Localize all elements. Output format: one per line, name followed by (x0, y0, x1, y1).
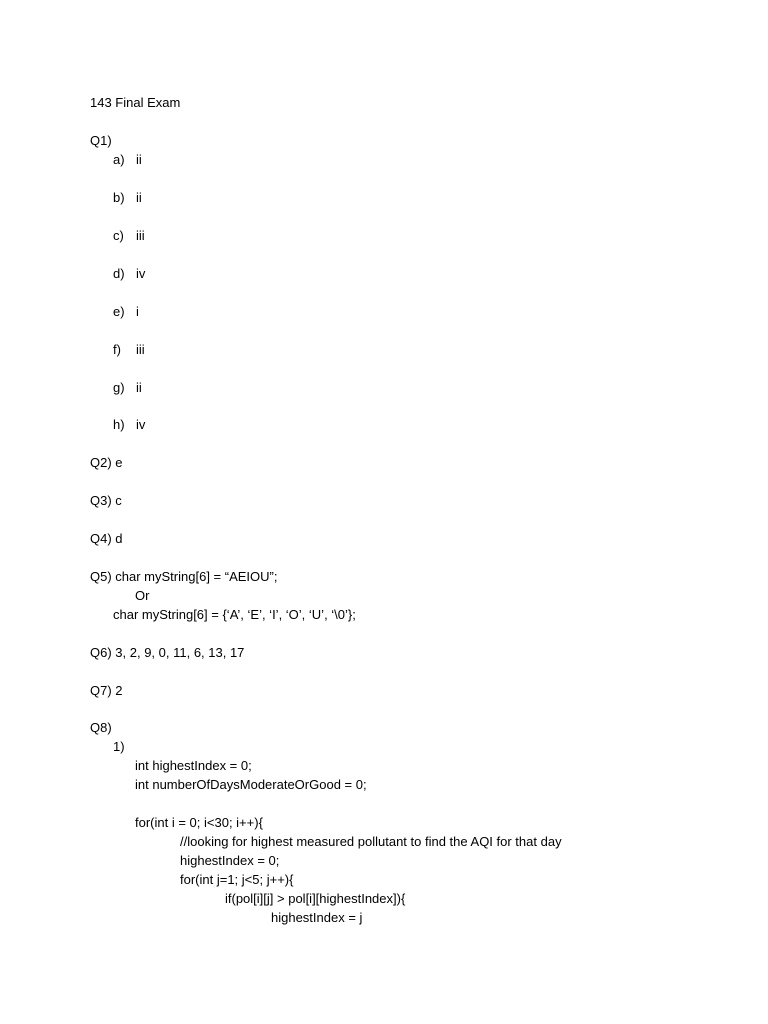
q1-item-answer: ii (136, 380, 142, 395)
q1-item-answer: ii (136, 190, 142, 205)
q1-item-answer: ii (136, 152, 142, 167)
q1-item-e (113, 304, 139, 320)
q1-item-a (113, 152, 142, 168)
q1-item-g (113, 380, 142, 396)
q1-item-letter: d) (113, 266, 125, 281)
q1-item-answer: iii (136, 228, 145, 243)
q5-line2: char myString[6] = {‘A’, ‘E’, ‘I’, ‘O’, ‘U’, ‘\0’}; (113, 607, 356, 622)
q1-item-letter: c) (113, 228, 124, 243)
q1-item-letter: g) (113, 380, 125, 395)
code-line: if(pol[i][j] > pol[i][highestIndex]){ (225, 891, 406, 906)
q1-item-f (113, 342, 145, 358)
q5-line1: Q5) char myString[6] = “AEIOU”; (90, 569, 278, 584)
q1-item-c (113, 228, 145, 244)
q5-or: Or (135, 588, 150, 603)
q6-answer: Q6) 3, 2, 9, 0, 11, 6, 13, 17 (90, 645, 245, 660)
q1-label: Q1) (90, 133, 112, 148)
code-line: int highestIndex = 0; (135, 758, 252, 773)
q3-answer: Q3) c (90, 493, 122, 508)
q1-item-answer: iv (136, 417, 146, 432)
q8-part-label: 1) (113, 739, 125, 754)
code-comment: //looking for highest measured pollutant to find the AQI for that day (180, 834, 562, 849)
q1-item-answer: iv (136, 266, 146, 281)
q1-item-b (113, 190, 142, 206)
code-line: for(int i = 0; i<30; i++){ (135, 815, 263, 830)
q1-item-letter: h) (113, 417, 125, 432)
q1-item-h (113, 417, 145, 433)
code-line: highestIndex = 0; (180, 853, 280, 868)
q4-answer: Q4) d (90, 531, 123, 546)
q1-item-letter: a) (113, 152, 125, 167)
q8-label: Q8) (90, 720, 112, 735)
q7-answer: Q7) 2 (90, 683, 123, 698)
q2-answer: Q2) e (90, 455, 123, 470)
q1-item-letter: e) (113, 304, 125, 319)
code-line: int numberOfDaysModerateOrGood = 0; (135, 777, 367, 792)
q1-item-letter: f) (113, 342, 121, 357)
code-line: for(int j=1; j<5; j++){ (180, 872, 294, 887)
code-line: highestIndex = j (271, 910, 363, 925)
q1-item-answer: i (136, 304, 139, 319)
q1-item-d (113, 266, 145, 282)
q1-item-letter: b) (113, 190, 125, 205)
q1-item-answer: iii (136, 342, 145, 357)
document-title: 143 Final Exam (90, 95, 181, 110)
